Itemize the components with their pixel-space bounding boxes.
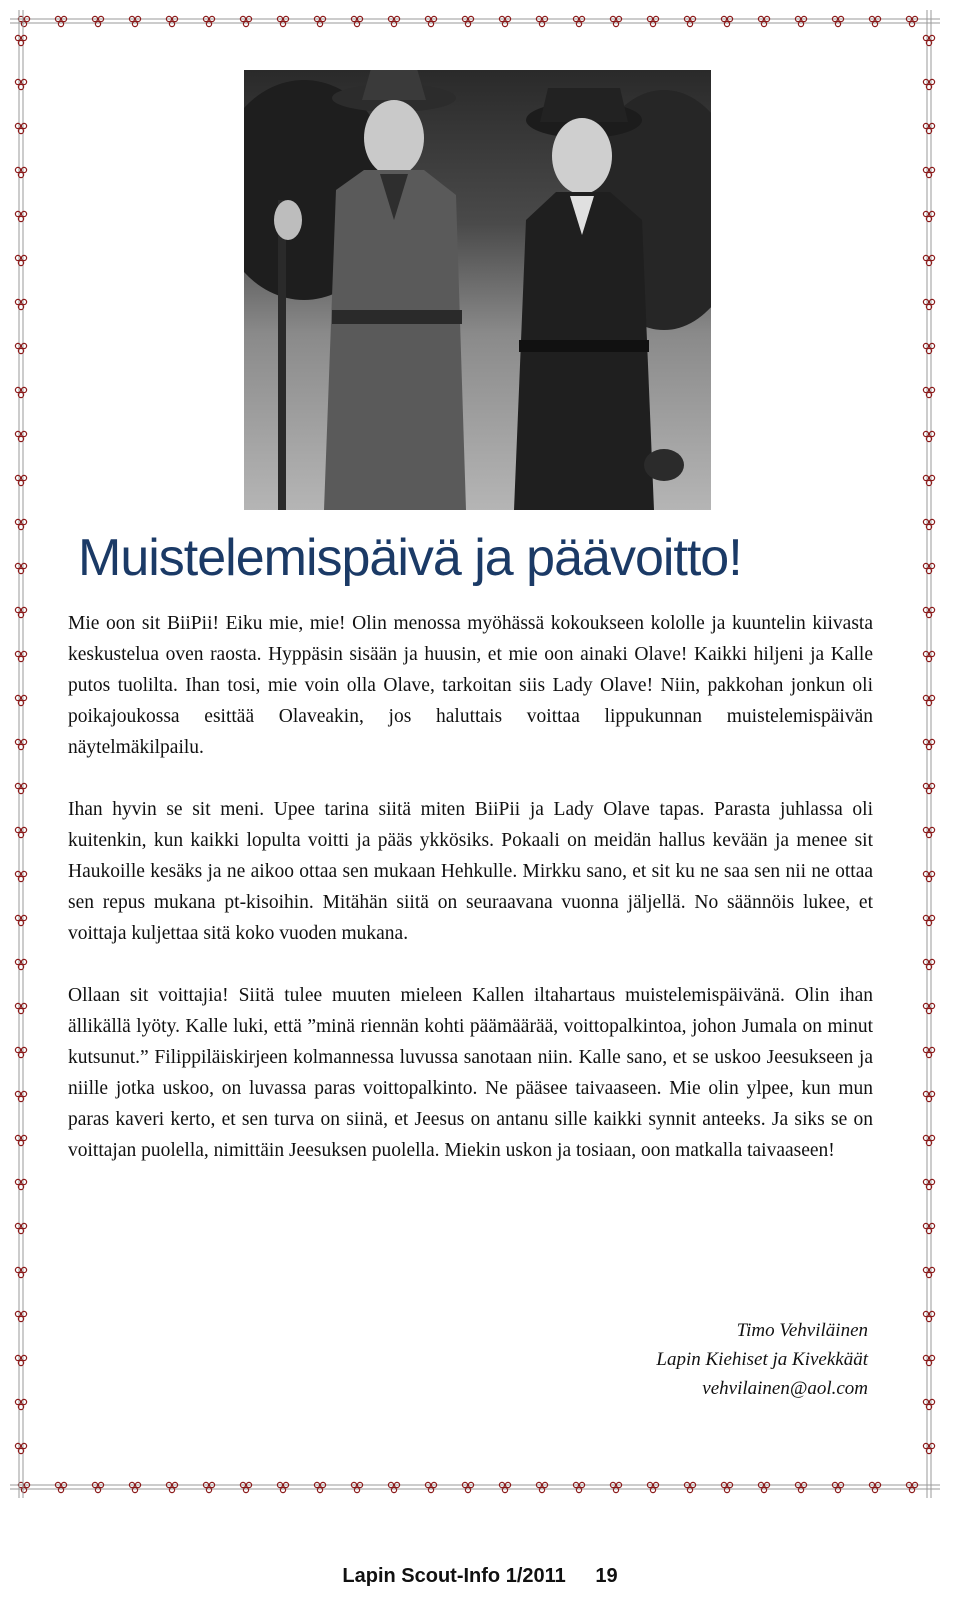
border-flower-ornament — [425, 1482, 436, 1492]
border-flower-ornament — [15, 431, 26, 441]
border-flower-ornament — [684, 16, 695, 26]
border-flower-ornament — [129, 16, 140, 26]
border-flower-ornament — [923, 123, 934, 133]
border-flower-ornament — [573, 1482, 584, 1492]
border-flower-ornament — [923, 387, 934, 397]
article-paragraph: Ihan hyvin se sit meni. Upee tarina siitä miten BiiPii ja Lady Olave tapas. Parasta juhlassa oli kuitenkin, kun kaikki lopulta voitti ja pääs ykkösiks. Pokaali on meidän hallus kevään ja menee sit Haukoille kesäks ja ne aikoo ottaa sen mukaan Hehkulle. Mirkku sano, et sit ku ne saa sen nii ne ottaa sen repus mukana pt-kisoihin. Mitähän siitä on seuraavana vuonna jäljellä. No säännöis lukee, et voittaja kuljettaa sitä koko vuoden mukana. — [68, 799, 873, 944]
border-flower-ornament — [15, 739, 26, 749]
page-footer — [0, 1565, 960, 1588]
border-flower-ornament — [15, 827, 26, 837]
border-flower-ornament — [758, 1482, 769, 1492]
border-flower-ornament — [15, 1311, 26, 1321]
border-flower-ornament — [129, 1482, 140, 1492]
border-flower-ornament — [758, 16, 769, 26]
border-flower-ornament — [684, 1482, 695, 1492]
border-flower-ornament — [906, 16, 917, 26]
border-flower-ornament — [15, 783, 26, 793]
border-flower-ornament — [15, 563, 26, 573]
scout-leaders-photo — [244, 70, 711, 510]
border-flower-ornament — [15, 1047, 26, 1057]
border-flower-ornament — [923, 563, 934, 573]
border-flower-ornament — [15, 1443, 26, 1453]
border-flower-ornament — [923, 1443, 934, 1453]
border-flower-ornament — [425, 16, 436, 26]
border-flower-ornament — [15, 695, 26, 705]
border-flower-ornament — [923, 1179, 934, 1189]
border-flower-ornament — [923, 1003, 934, 1013]
border-flower-ornament — [15, 35, 26, 45]
article-paragraph: Ollaan sit voittajia! Siitä tulee muuten mieleen Kallen iltahartaus muistelemispäivänä. Olin ihan ällikällä lyöty. Kalle luki, että ”minä riennän kohti päämäärää, voittopalkintoa, johon Jumala on minut kutsunut.” Filippiläiskirjeen kolmannessa luvussa sanotaan niin. Kalle sano, et se uskoo Jeesukseen ja niille jotka uskoo, on luvassa paras voittopalkinto. Ne pääsee taivaaseen. Mie olin ylpee, kun mun paras kaveri kerto, et sen turva on siinä, et Jeesus on antanu sille kaikki synnit anteeks. Ja siks se on voittajan puolella, nimittäin Jeesuksen puolella. Miekin uskon ja tosiaan, oon matkalla taivaaseen! — [68, 985, 873, 1161]
ornamental-border-bottom — [10, 1476, 940, 1498]
border-flower-ornament — [923, 1267, 934, 1277]
border-flower-ornament — [15, 1003, 26, 1013]
border-flower-ornament — [573, 16, 584, 26]
border-flower-ornament — [923, 1311, 934, 1321]
ornamental-border-left — [10, 10, 32, 1498]
border-flower-ornament — [923, 651, 934, 661]
border-flower-ornament — [15, 959, 26, 969]
border-flower-ornament — [906, 1482, 917, 1492]
border-flower-ornament — [462, 1482, 473, 1492]
border-flower-ornament — [15, 255, 26, 265]
border-flower-ornament — [923, 915, 934, 925]
border-flower-ornament — [869, 1482, 880, 1492]
border-flower-ornament — [351, 1482, 362, 1492]
border-flower-ornament — [923, 1135, 934, 1145]
border-flower-ornament — [15, 387, 26, 397]
border-flower-ornament — [92, 16, 103, 26]
border-flower-ornament — [15, 123, 26, 133]
border-flower-ornament — [351, 16, 362, 26]
border-flower-ornament — [923, 1355, 934, 1365]
border-flower-ornament — [923, 827, 934, 837]
border-flower-ornament — [92, 1482, 103, 1492]
border-flower-ornament — [499, 1482, 510, 1492]
page-number: 19 — [595, 1565, 618, 1587]
border-flower-ornament — [499, 16, 510, 26]
border-flower-ornament — [795, 16, 806, 26]
border-flower-ornament — [923, 1399, 934, 1409]
border-flower-ornament — [536, 1482, 547, 1492]
border-flower-ornament — [15, 475, 26, 485]
border-flower-ornament — [388, 16, 399, 26]
border-flower-ornament — [923, 1223, 934, 1233]
border-flower-ornament — [923, 871, 934, 881]
border-flower-ornament — [923, 431, 934, 441]
border-flower-ornament — [536, 16, 547, 26]
border-flower-ornament — [923, 475, 934, 485]
border-flower-ornament — [923, 211, 934, 221]
border-flower-ornament — [203, 1482, 214, 1492]
border-flower-ornament — [15, 1091, 26, 1101]
border-flower-ornament — [923, 255, 934, 265]
border-flower-ornament — [15, 1135, 26, 1145]
author-email: vehvilainen@aol.com — [702, 1378, 868, 1399]
border-flower-ornament — [166, 1482, 177, 1492]
border-flower-ornament — [15, 299, 26, 309]
border-flower-ornament — [166, 16, 177, 26]
border-flower-ornament — [240, 1482, 251, 1492]
border-flower-ornament — [795, 1482, 806, 1492]
border-flower-ornament — [15, 211, 26, 221]
border-flower-ornament — [923, 1047, 934, 1057]
border-flower-ornament — [923, 607, 934, 617]
border-flower-ornament — [647, 16, 658, 26]
border-flower-ornament — [240, 16, 251, 26]
border-flower-ornament — [923, 35, 934, 45]
border-flower-ornament — [15, 79, 26, 89]
author-signature — [656, 1316, 868, 1403]
border-flower-ornament — [15, 607, 26, 617]
border-flower-ornament — [15, 915, 26, 925]
article-body — [68, 608, 873, 1197]
border-flower-ornament — [923, 299, 934, 309]
border-flower-ornament — [832, 1482, 843, 1492]
border-flower-ornament — [15, 1355, 26, 1365]
border-flower-ornament — [15, 519, 26, 529]
article-paragraph: Mie oon sit BiiPii! Eiku mie, mie! Olin menossa myöhässä kokoukseen kololle ja kuuntelin kiivasta keskustelua oven raosta. Hyppäsin sisään ja huusin, et mie oon ainaki Olave! Kaikki hiljeni ja Kalle putos tuolilta. Ihan tosi, mie voin olla Olave, tarkoitan siis Lady Olave! Niin, pakkohan jonkun oli poikajoukossa esittää Olaveakin, jos haluttais voittaa lippukunnan muistelemispäivän näytelmäkilpailu. — [68, 613, 873, 758]
border-flower-ornament — [277, 1482, 288, 1492]
border-flower-ornament — [923, 783, 934, 793]
ornamental-border-right — [918, 10, 940, 1498]
border-flower-ornament — [15, 167, 26, 177]
border-flower-ornament — [277, 16, 288, 26]
border-flower-ornament — [832, 16, 843, 26]
border-flower-ornament — [923, 79, 934, 89]
border-flower-ornament — [15, 1399, 26, 1409]
border-flower-ornament — [15, 343, 26, 353]
border-flower-ornament — [721, 16, 732, 26]
border-flower-ornament — [15, 871, 26, 881]
border-flower-ornament — [923, 739, 934, 749]
border-flower-ornament — [314, 16, 325, 26]
article-title: Muistelemispäivä ja päävoitto! — [78, 529, 742, 587]
ornamental-border-top — [10, 10, 940, 32]
border-flower-ornament — [15, 1223, 26, 1233]
border-flower-ornament — [923, 343, 934, 353]
border-flower-ornament — [610, 16, 621, 26]
border-flower-ornament — [923, 519, 934, 529]
border-flower-ornament — [388, 1482, 399, 1492]
border-flower-ornament — [203, 16, 214, 26]
border-flower-ornament — [923, 959, 934, 969]
border-flower-ornament — [923, 1091, 934, 1101]
border-flower-ornament — [610, 1482, 621, 1492]
author-name: Timo Vehviläinen — [736, 1320, 868, 1341]
border-flower-ornament — [15, 1179, 26, 1189]
border-flower-ornament — [15, 1267, 26, 1277]
border-flower-ornament — [15, 651, 26, 661]
border-flower-ornament — [721, 1482, 732, 1492]
border-flower-ornament — [314, 1482, 325, 1492]
border-flower-ornament — [647, 1482, 658, 1492]
publication-name: Lapin Scout-Info 1/2011 — [342, 1565, 566, 1587]
border-flower-ornament — [923, 695, 934, 705]
author-group: Lapin Kiehiset ja Kivekkäät — [656, 1349, 868, 1370]
border-flower-ornament — [869, 16, 880, 26]
border-flower-ornament — [923, 167, 934, 177]
border-flower-ornament — [55, 1482, 66, 1492]
border-flower-ornament — [55, 16, 66, 26]
border-flower-ornament — [462, 16, 473, 26]
